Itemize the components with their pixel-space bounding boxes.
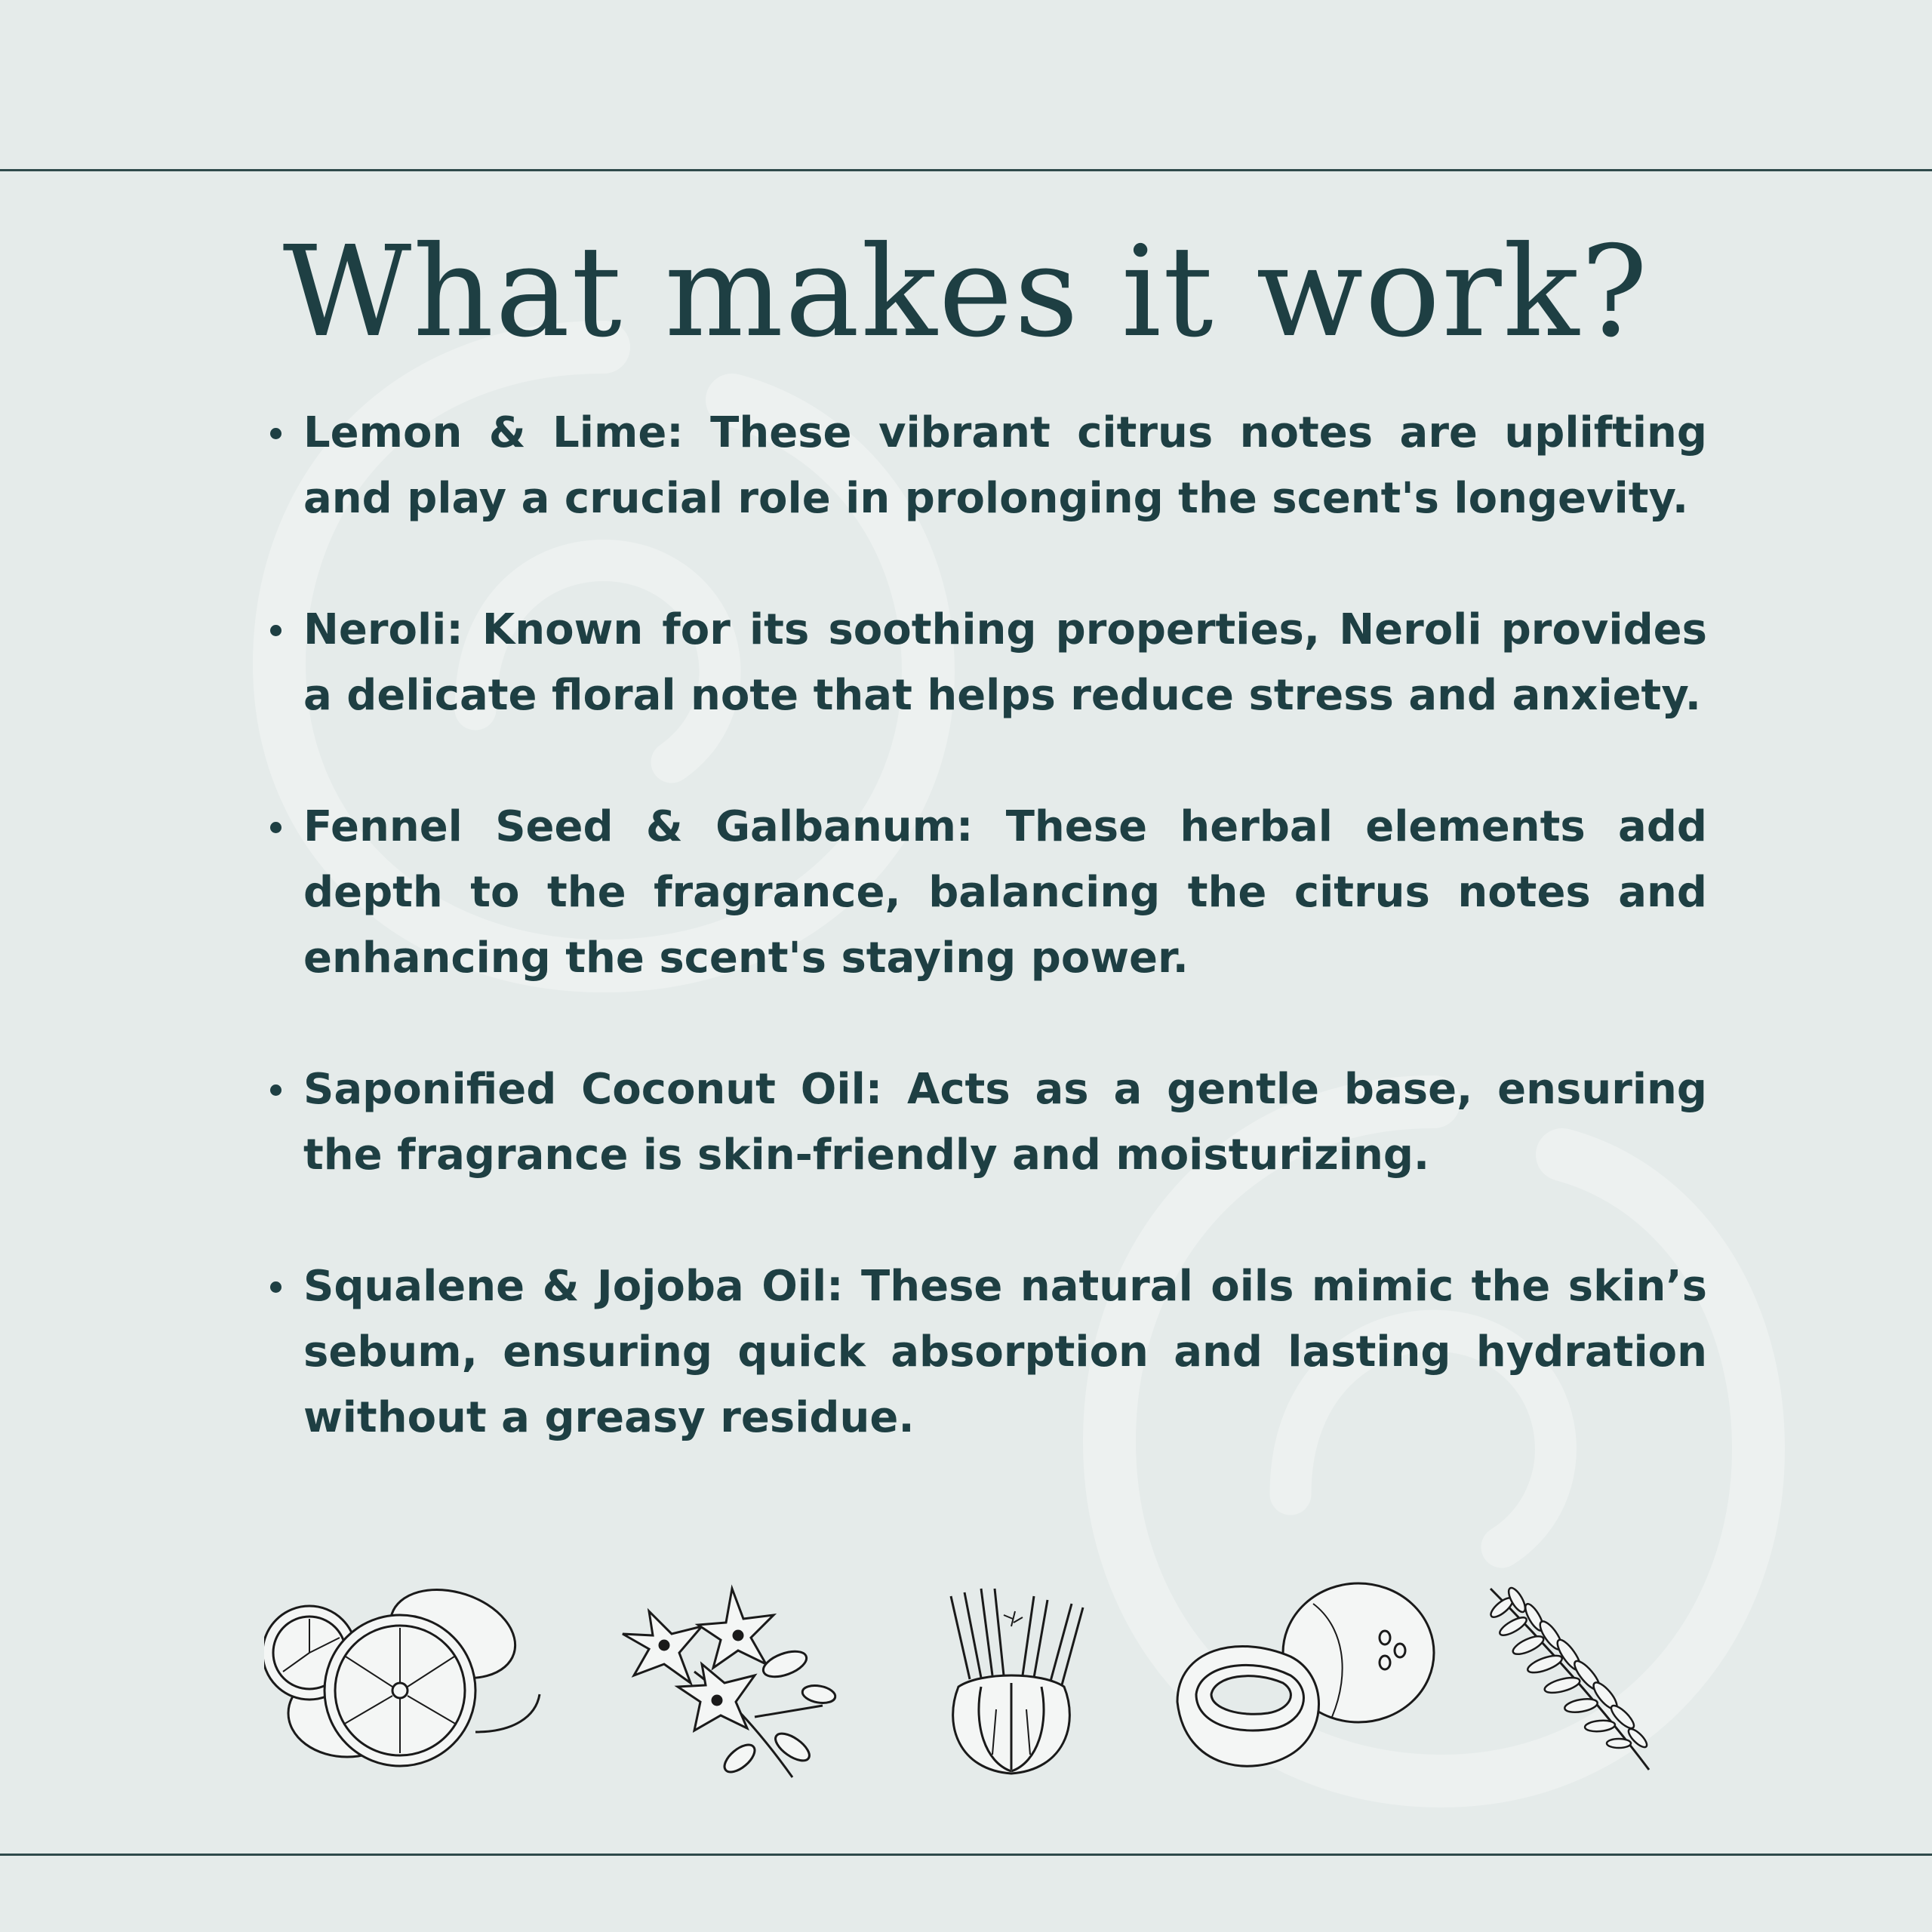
list-item-neroli: Neroli: Known for its soothing properties, Neroli provides a delicate floral note that helps reduce stress and anxiety. — [303, 597, 1707, 728]
bottom-divider — [0, 1854, 1932, 1856]
coconut-illustration — [1170, 1581, 1441, 1777]
list-item-fennel-galbanum: Fennel Seed & Galbanum: These herbal elements add depth to the fragrance, balancing the citrus notes and enhancing the scent's staying power. — [303, 794, 1707, 991]
page-title: What makes it work? — [282, 220, 1650, 365]
fennel-illustration — [928, 1581, 1094, 1777]
list-item-squalene-jojoba: Squalene & Jojoba Oil: These natural oils mimic the skin’s sebum, ensuring quick absorption and lasting hydration without a greasy residue. — [303, 1254, 1707, 1451]
illustration-row — [264, 1581, 1683, 1800]
top-divider — [0, 169, 1932, 171]
list-item-lemon-lime: Lemon & Lime: These vibrant citrus notes are uplifting and play a crucial role in prolonging the scent's longevity. — [303, 400, 1707, 531]
citrus-illustration — [264, 1581, 551, 1777]
neroli-blossom-illustration — [604, 1581, 845, 1792]
ingredient-list — [303, 400, 1707, 1516]
fern-leaf-illustration — [1475, 1581, 1672, 1777]
list-item-coconut-oil: Saponified Coconut Oil: Acts as a gentle base, ensuring the fragrance is skin-friendly and moisturizing. — [303, 1057, 1707, 1188]
